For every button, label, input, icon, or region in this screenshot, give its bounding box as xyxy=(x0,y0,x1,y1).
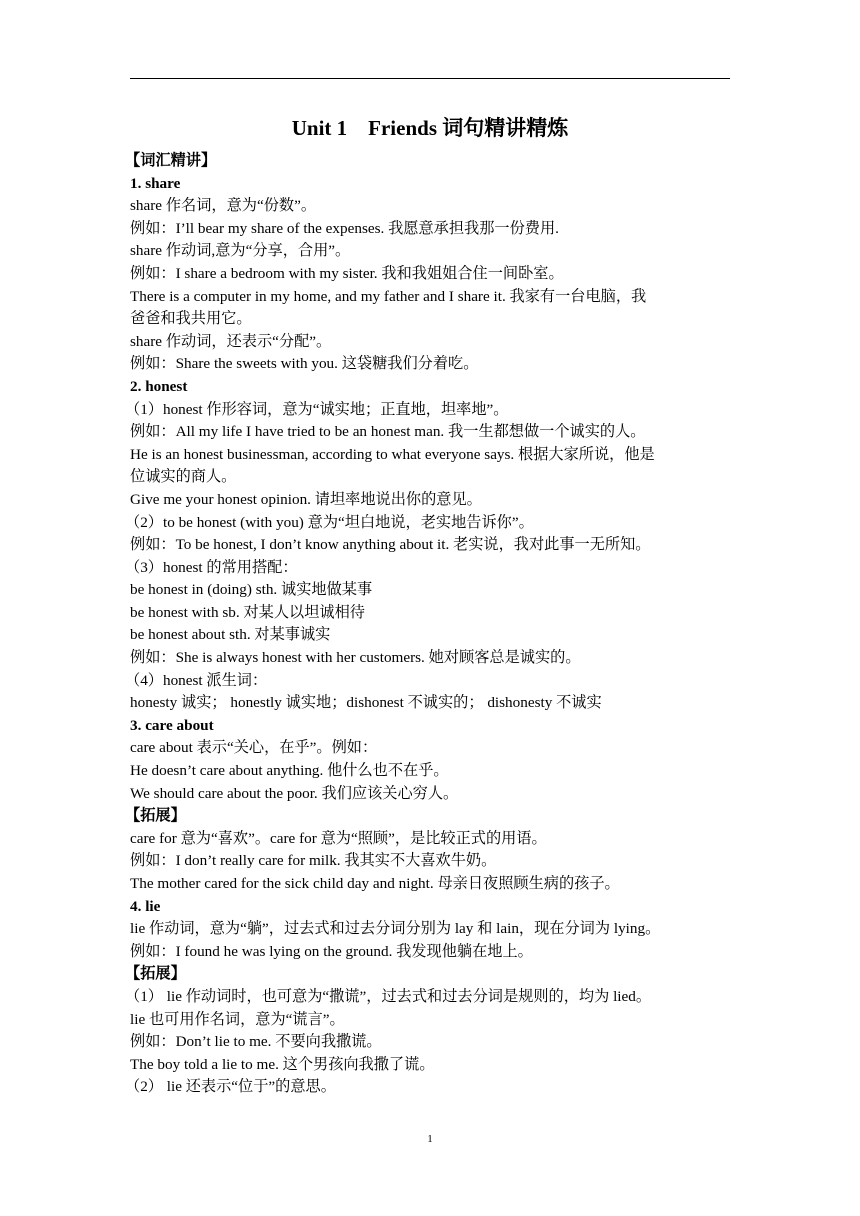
text-line: We should care about the poor. 我们应该关心穷人。 xyxy=(130,784,459,802)
text-line: share 作名词，意为“份数”。 xyxy=(130,197,317,215)
text-line: （3）honest 的常用搭配： xyxy=(125,558,298,576)
text-line: The boy told a lie to me. 这个男孩向我撒了谎。 xyxy=(130,1055,435,1073)
document-body xyxy=(125,150,740,1099)
text-line: He is an honest businessman, according to what everyone says. 根据大家所说，他是 xyxy=(130,445,655,463)
text-line: share 作动词，还表示“分配”。 xyxy=(130,332,332,350)
text-line: lie 作动词，意为“躺”，过去式和过去分词分别为 lay 和 lain，现在分词为 lying。 xyxy=(130,920,661,938)
text-line: 例如：She is always honest with her customers. 她对顾客总是诚实的。 xyxy=(130,649,581,667)
text-line: 爸爸和我共用它。 xyxy=(130,310,252,328)
text-line: （2）to be honest (with you) 意为“坦白地说，老实地告诉你”。 xyxy=(125,513,534,531)
text-line: honesty 诚实； honestly 诚实地；dishonest 不诚实的； dishonesty 不诚实 xyxy=(130,694,602,712)
text-line: 例如：To be honest, I don’t know anything about it. 老实说，我对此事一无所知。 xyxy=(130,536,651,554)
text-line: （4）honest 派生词： xyxy=(125,671,268,689)
text-line: care about 表示“关心，在乎”。例如： xyxy=(130,739,378,757)
page-title: Unit 1 Friends 词句精讲精炼 xyxy=(291,116,569,140)
text-line: share 作动词,意为“分享，合用”。 xyxy=(130,242,351,260)
entry-heading-care-about: 3. care about xyxy=(130,716,214,734)
text-line: There is a computer in my home, and my father and I share it. 我家有一台电脑，我 xyxy=(130,287,647,305)
text-line: lie 也可用作名词，意为“谎言”。 xyxy=(130,1010,345,1028)
section-heading-vocabulary: 【词汇精讲】 xyxy=(125,152,217,169)
entry-heading-lie: 4. lie xyxy=(130,897,161,915)
text-line: （1）honest 作形容词，意为“诚实地；正直地，坦率地”。 xyxy=(125,400,509,418)
page-number: 1 xyxy=(427,1133,433,1145)
text-line: 例如：I’ll bear my share of the expenses. 我愿意承担我那一份费用. xyxy=(130,219,559,237)
text-line: 例如：I don’t really care for milk. 我其实不大喜欢牛奶。 xyxy=(130,852,497,870)
header-rule xyxy=(130,78,730,79)
text-line: （2） lie 还表示“位于”的意思。 xyxy=(125,1078,336,1096)
text-line: （1） lie 作动词时，也可意为“撒谎”，过去式和过去分词是规则的，均为 lied。 xyxy=(125,987,652,1005)
text-line: 例如：Don’t lie to me. 不要向我撒谎。 xyxy=(130,1033,382,1051)
text-line: care for 意为“喜欢”。care for 意为“照顾”，是比较正式的用语。 xyxy=(130,829,547,847)
text-line: 例如：All my life I have tried to be an honest man. 我一生都想做一个诚实的人。 xyxy=(130,423,646,441)
section-heading-extension: 【拓展】 xyxy=(125,807,186,825)
text-line: be honest in (doing) sth. 诚实地做某事 xyxy=(130,581,373,599)
text-line: Give me your honest opinion. 请坦率地说出你的意见。 xyxy=(130,490,482,508)
entry-heading-share: 1. share xyxy=(130,174,181,192)
entry-heading-honest: 2. honest xyxy=(130,377,188,395)
text-line: 例如：Share the sweets with you. 这袋糖我们分着吃。 xyxy=(130,355,479,373)
text-line: 例如：I share a bedroom with my sister. 我和我姐姐合住一间卧室。 xyxy=(130,264,564,282)
text-line: be honest about sth. 对某事诚实 xyxy=(130,626,331,644)
text-line: 位诚实的商人。 xyxy=(130,468,237,486)
text-line: The mother cared for the sick child day and night. 母亲日夜照顾生病的孩子。 xyxy=(130,875,620,892)
text-line: be honest with sb. 对某人以坦诚相待 xyxy=(130,603,365,621)
text-line: 例如：I found he was lying on the ground. 我发现他躺在地上。 xyxy=(130,942,533,960)
text-line: He doesn’t care about anything. 他什么也不在乎。 xyxy=(130,762,449,780)
section-heading-extension: 【拓展】 xyxy=(125,965,186,983)
